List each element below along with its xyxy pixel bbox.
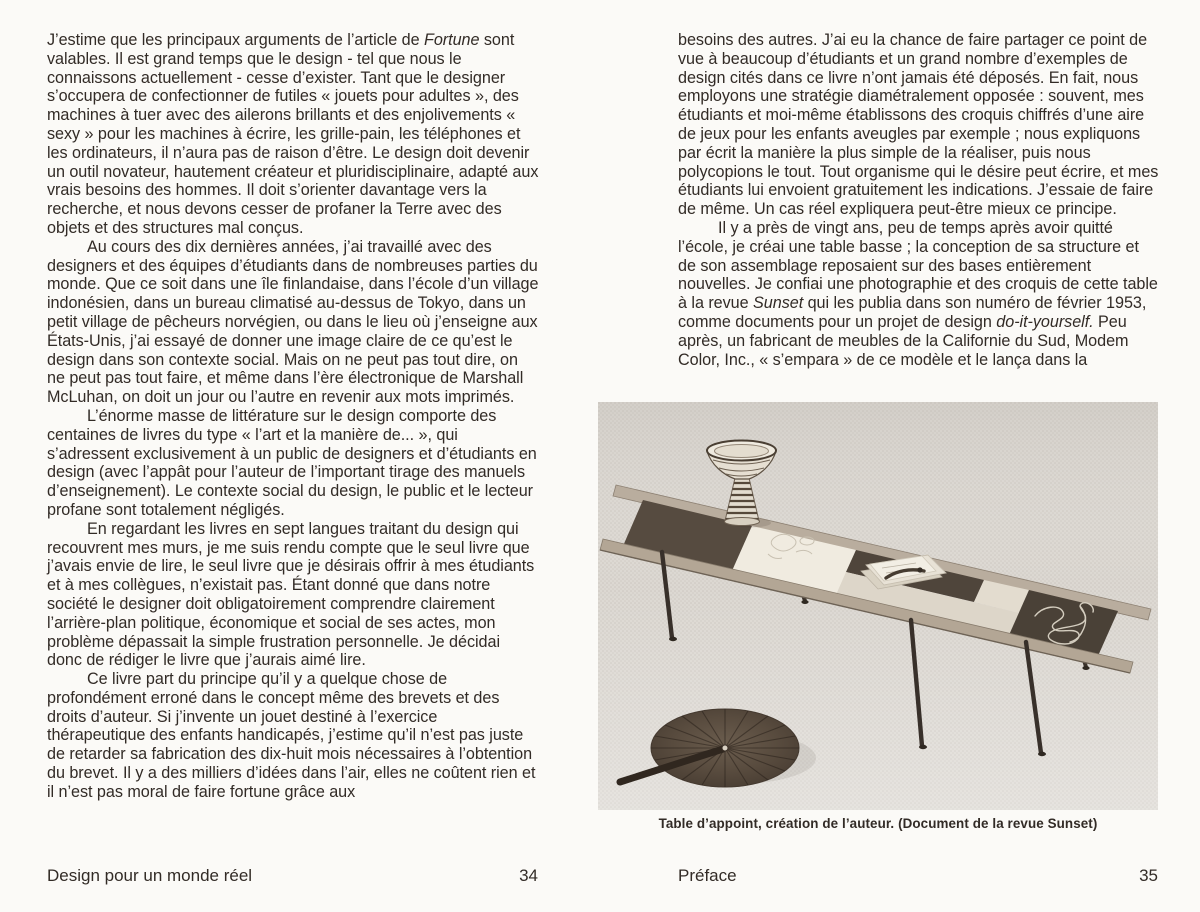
- left-page-footer: [47, 866, 538, 886]
- paragraph: Au cours des dix dernières années, j’ai travaillé avec des designers et des équipes d’étudiants dans de nombreuses parties du monde. Que ce soit dans une île finlandaise, dans l’école d’un village indonésien, dans un bureau climatisé au-dessus de Tokyo, dans un petit village de pêcheurs norvégien, ou dans le lieu où j’enseigne aux États-Unis, j’ai essayé de donner une image claire de ce qu’est le design dans son contexte social. Mais on ne peut pas tout dire, on ne peut pas tout faire, et même dans l’ère électronique de Marshall McLuhan, on doit un jour ou l’autre en revenir aux mots imprimés.: [47, 237, 539, 407]
- page-number-left: 34: [519, 866, 538, 885]
- paragraph: L’énorme masse de littérature sur le design comporte des centaines de livres du type « l’art et la manière de... », qui s’adressent exclusivement à un public de designers et d’étudiants en design (avec l’appât pour l’auteur de l’important tirage des manuels d’enseignement). Le contexte social du design, le public et le lecteur profane sont totalement négligés.: [47, 406, 537, 519]
- paragraph: Ce livre part du principe qu’il y a quelque chose de profondément erroné dans le concept même des brevets et des droits d’auteur. Si j’invente un jouet destiné à l’exercice thérapeutique des enfants handicapés, j’estime qu’il n’est pas juste de retarder sa fabrication des dix-huit mois nécessaires à l’obtention du brevet. Il y a des milliers d’idées dans l’air, elles ne coûtent rien et il n’est pas moral de faire fortune grâce aux: [47, 670, 536, 801]
- left-text-column: [47, 31, 539, 802]
- table-photograph: [598, 402, 1158, 831]
- coffee-table-illustration: [598, 402, 1158, 810]
- paragraph: J’estime que les principaux arguments de l’article de Fortune sont valables. Il est grand temps que le design - tel que nous le connaissons actuellement - cesse d’exister. Tant que le designer s’occupera de confectionner de futiles « jouets pour adultes », des machines à tuer avec des ailerons brillants et des enjolivements « sexy » pour les machines à écrire, les grille-pain, les téléphones et les ordinateurs, il n’aura pas de raison d’être. Le design doit devenir un outil novateur, hautement créateur et pluridisciplinaire, adapté aux vrais besoins des hommes. Il doit s’orienter davantage vers la recherche, et nous devons cesser de profaner la Terre avec des objets et des structures mal conçus.: [47, 31, 539, 237]
- paragraph: besoins des autres. J’ai eu la chance de faire partager ce point de vue à beaucoup d’étudiants et un grand nombre d’exemples de design cités dans ce livre n’ont jamais été déposés. En fait, nous employons une stratégie diamétralement opposée : souvent, mes étudiants et moi-même établissons des croquis chiffrés d’une aire de jeux pour les enfants aveugles par exemple ; nous expliquons par écrit la manière la plus simple de la réaliser, puis nous polycopions le tout. Tout organisme qui le désire peut écrire, et mes étudiants lui envoient gratuitement les indications. J’essaie de faire de même. Un cas réel expliquera peut-être mieux ce principe.: [678, 31, 1159, 219]
- page-number-right: 35: [1139, 866, 1158, 885]
- right-page-footer: [678, 866, 1158, 886]
- right-text-column: [678, 31, 1160, 369]
- running-title-left: Design pour un monde réel: [47, 866, 253, 885]
- figure-caption: Table d’appoint, création de l’auteur. (Document de la revue Sunset): [658, 816, 1098, 831]
- paragraph: Il y a près de vingt ans, peu de temps après avoir quitté l’école, je créai une table basse ; la conception de sa structure et de son assemblage reposaient sur des bases entièrement nouvelles. Je confiai une photographie et des croquis de cette table à la revue Sunset qui les publia dans son numéro de février 1953, comme documents pour un projet de design do-it-yourself. Peu après, un fabricant de meubles de la Californie du Sud, Modem Color, Inc., « s’empara » de ce modèle et le lança dans la: [678, 218, 1158, 369]
- running-title-right: Préface: [678, 866, 737, 885]
- paragraph: En regardant les livres en sept langues traitant du design qui recouvrent mes murs, je me suis rendu compte que le seul livre que j’avais envie de lire, le seul livre que je désirais offrir à mes étudiants et à mes collègues, n’existait pas. Étant donné que dans notre société le designer doit obligatoirement comprendre clairement l’arrière-plan politique, économique et social de ses actes, mon problème dépassait la simple frustration personnelle. Je décidai donc de rédiger le livre que j’aurais aimé lire.: [47, 519, 535, 670]
